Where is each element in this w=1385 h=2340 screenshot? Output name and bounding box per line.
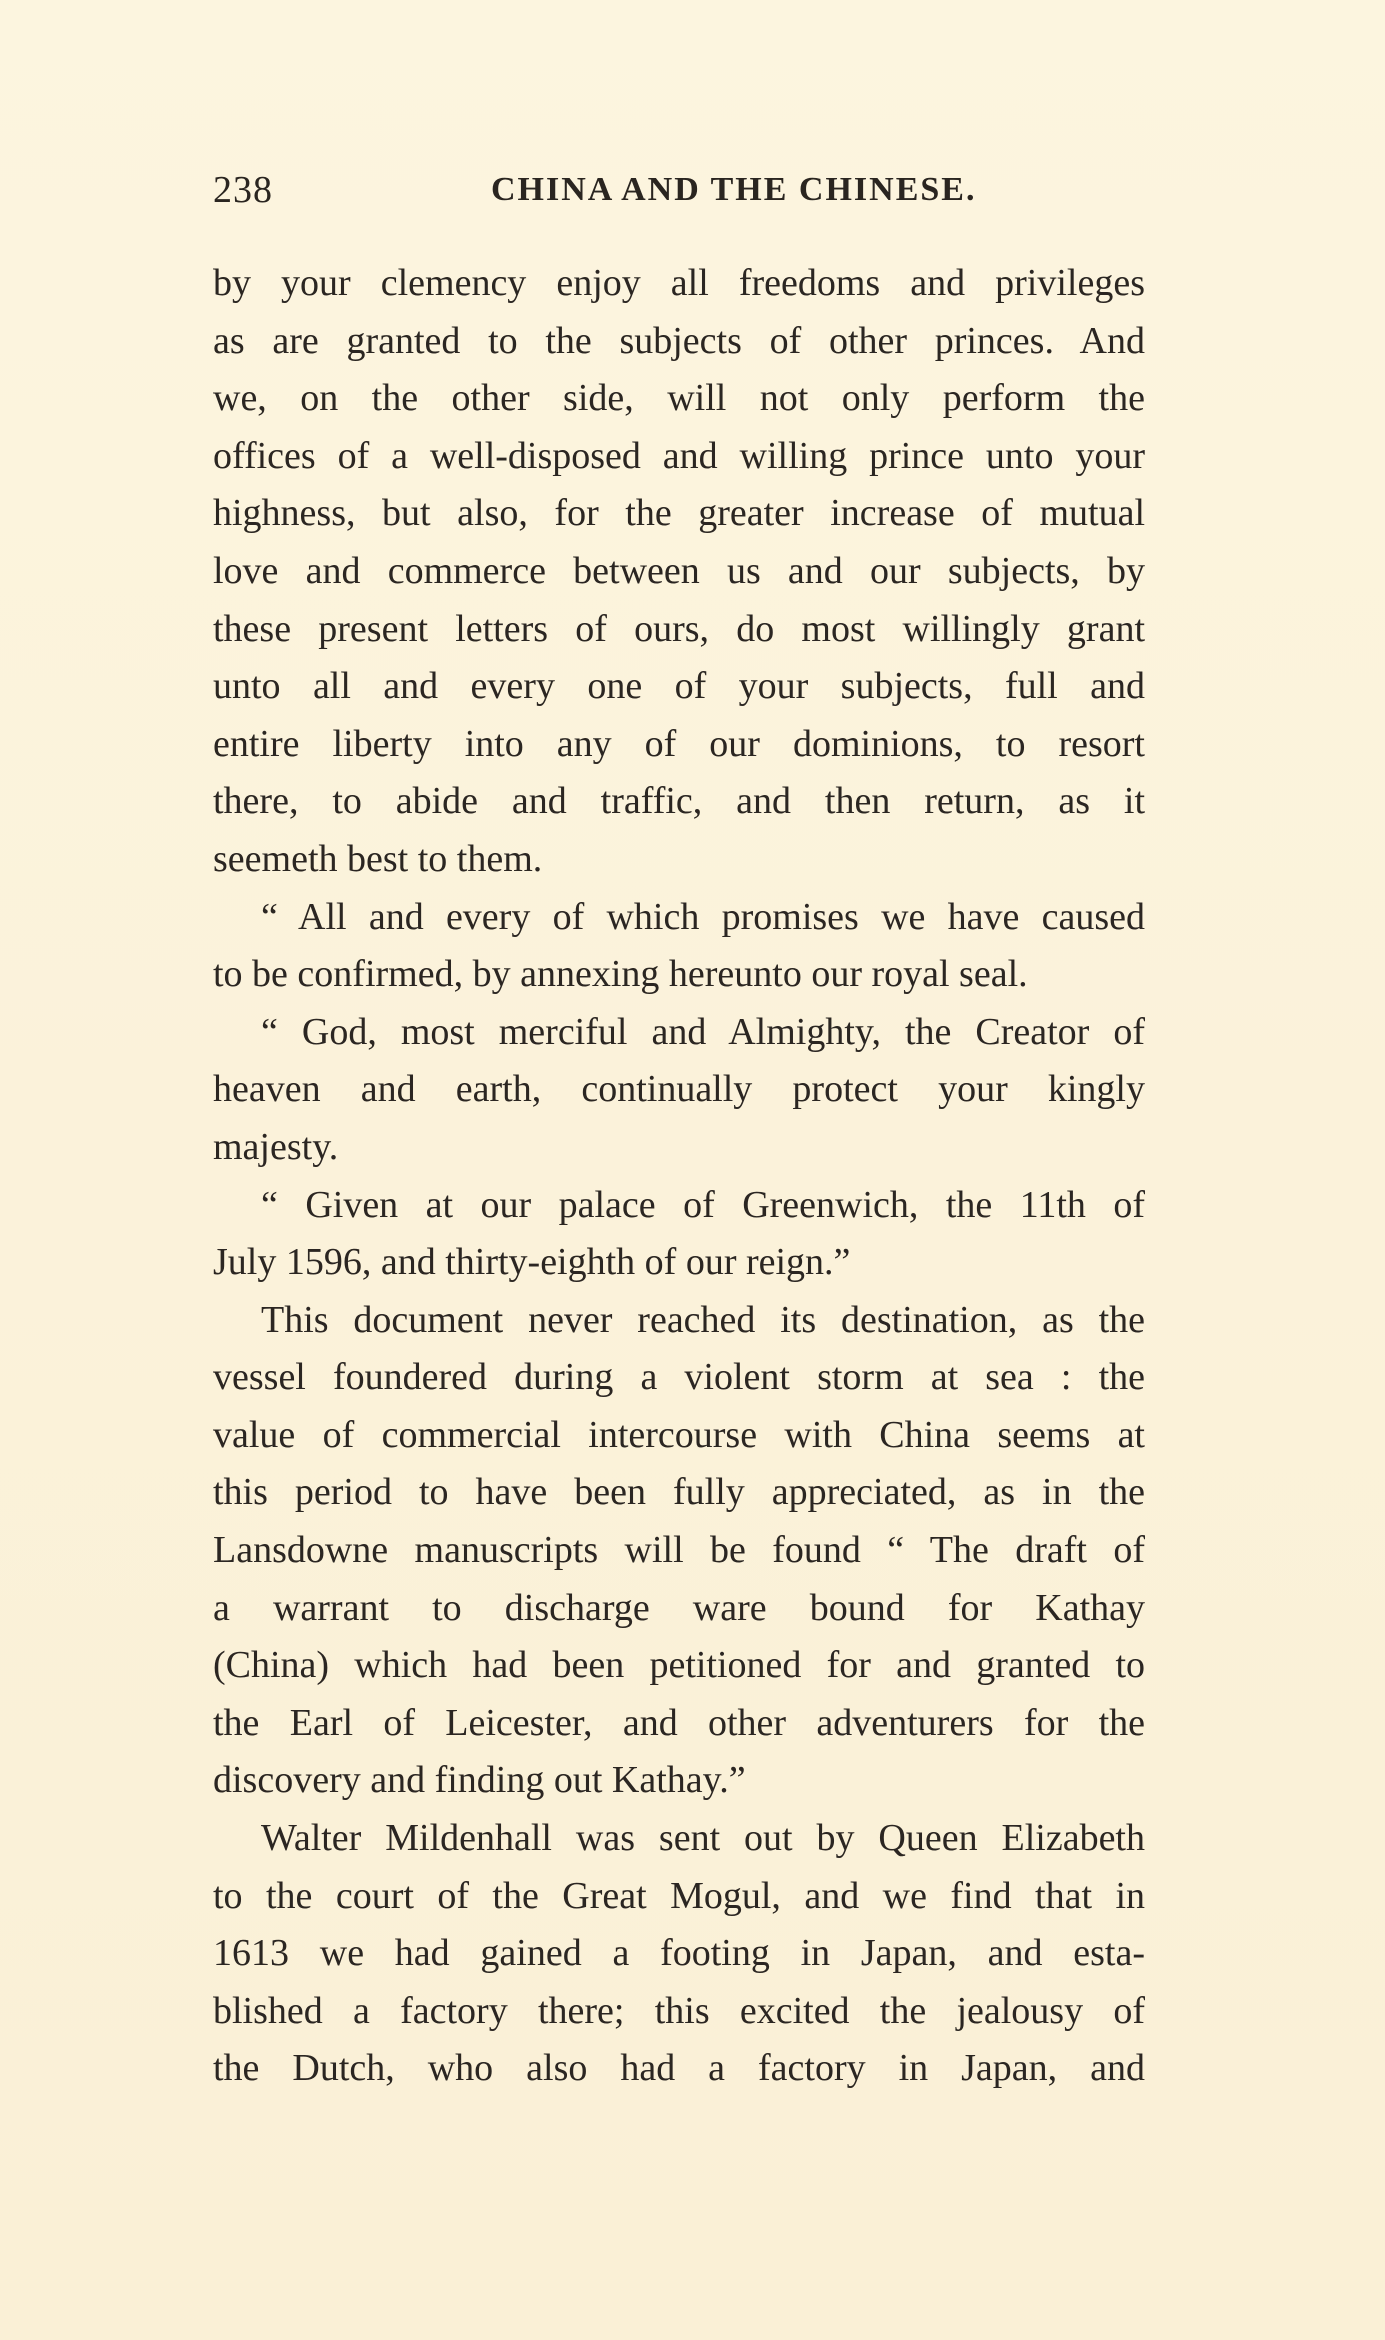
- text-line: Walter Mildenhall was sent out by Queen Elizabeth: [261, 1817, 1145, 1860]
- text-line: seemeth best to them.: [213, 837, 543, 880]
- text-line: these present letters of ours, do most willingly grant: [213, 607, 1145, 650]
- page-header: [213, 165, 1145, 215]
- text-line: the Earl of Leicester, and other adventurers for the: [213, 1701, 1145, 1744]
- text-line: value of commercial intercourse with China seems at: [213, 1413, 1145, 1456]
- text-line: July 1596, and thirty-eighth of our reign.”: [213, 1241, 851, 1284]
- text-line: “ All and every of which promises we have caused: [261, 895, 1145, 938]
- text-line: the Dutch, who also had a factory in Japan, and: [213, 2047, 1145, 2090]
- text-line: blished a factory there; this excited the jealousy of: [213, 1989, 1145, 2032]
- body-text: [213, 255, 1145, 2098]
- text-line: This document never reached its destination, as the: [261, 1298, 1145, 1341]
- text-line: vessel foundered during a violent storm at sea : the: [213, 1356, 1145, 1399]
- text-line: a warrant to discharge ware bound for Kathay: [213, 1586, 1145, 1629]
- text-line: discovery and finding out Kathay.”: [213, 1759, 746, 1802]
- text-line: offices of a well-disposed and willing prince unto your: [213, 434, 1145, 477]
- text-line: as are granted to the subjects of other princes. And: [213, 319, 1145, 362]
- text-line: 1613 we had gained a footing in Japan, and esta-: [213, 1932, 1145, 1975]
- text-line: Lansdowne manuscripts will be found “ The draft of: [213, 1529, 1145, 1572]
- text-line: there, to abide and traffic, and then return, as it: [213, 780, 1145, 823]
- page-number: 238: [213, 169, 273, 211]
- text-line: to the court of the Great Mogul, and we find that in: [213, 1874, 1145, 1917]
- text-line: entire liberty into any of our dominions, to resort: [213, 722, 1145, 765]
- text-line: this period to have been fully appreciated, as in the: [213, 1471, 1145, 1514]
- text-line: love and commerce between us and our subjects, by: [213, 549, 1145, 592]
- text-line: heaven and earth, continually protect your kingly: [213, 1068, 1145, 1111]
- text-line: to be confirmed, by annexing hereunto our royal seal.: [213, 953, 1028, 996]
- text-line: by your clemency enjoy all freedoms and privileges: [213, 262, 1145, 304]
- text-line: “ God, most merciful and Almighty, the Creator of: [261, 1010, 1145, 1053]
- text-line: majesty.: [213, 1125, 339, 1168]
- text-line: unto all and every one of your subjects, full and: [213, 665, 1145, 708]
- running-title: CHINA AND THE CHINESE.: [491, 171, 977, 208]
- text-line: we, on the other side, will not only perform the: [213, 377, 1145, 420]
- text-line: “ Given at our palace of Greenwich, the 11th of: [261, 1183, 1145, 1226]
- text-line: highness, but also, for the greater increase of mutual: [213, 492, 1145, 535]
- text-line: (China) which had been petitioned for and granted to: [213, 1644, 1145, 1687]
